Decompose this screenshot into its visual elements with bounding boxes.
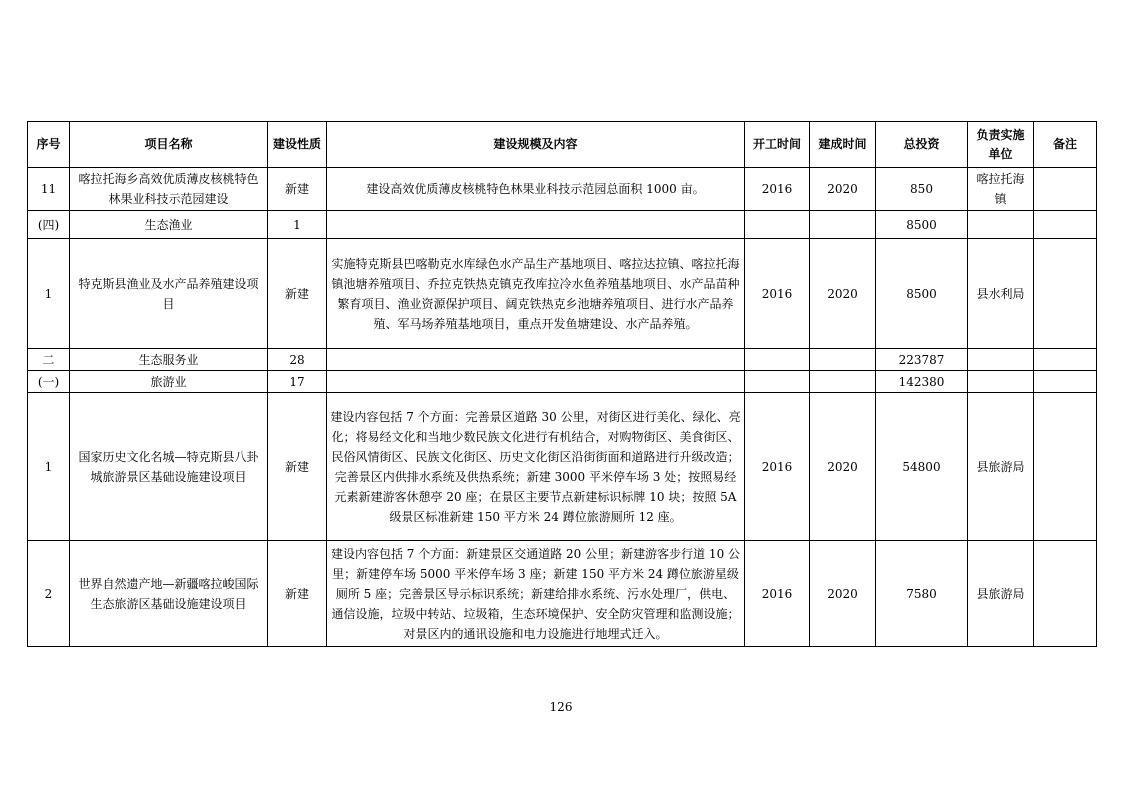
- cell-start: 2016: [745, 393, 810, 541]
- header-content: 建设规模及内容: [327, 122, 745, 168]
- table-row: [28, 541, 1097, 647]
- cell-no: 二: [28, 349, 70, 371]
- cell-end: 2020: [810, 168, 876, 211]
- section-row: [28, 211, 1097, 239]
- cell-investment: 8500: [876, 211, 968, 239]
- cell-end: 2020: [810, 239, 876, 349]
- header-note: 备注: [1034, 122, 1097, 168]
- header-nature: 建设性质: [268, 122, 327, 168]
- cell-name: 特克斯县渔业及水产品养殖建设项目: [70, 239, 268, 349]
- cell-start: [745, 371, 810, 393]
- page-number: 126: [549, 700, 573, 714]
- cell-unit: 喀拉托海镇: [968, 168, 1034, 211]
- cell-unit: [968, 211, 1034, 239]
- cell-content: [327, 349, 745, 371]
- table-row: [28, 239, 1097, 349]
- header-row: [28, 122, 1097, 168]
- cell-content: 建设内容包括 7 个方面：新建景区交通道路 20 公里；新建游客步行道 10 公里；新建停车场 5000 平米停车场 3 座；新建 150 平方米 24 蹲位旅游星级厕所 5 座；完善景区导示标识系统；新建给排水系统、污水处理厂，供电、通信设施，垃圾中转站、垃圾箱，生态环境保护、安全防灾管理和监测设施；对景区内的通讯设施和电力设施进行地埋式迁入。: [327, 541, 745, 647]
- cell-no: (一): [28, 371, 70, 393]
- cell-end: [810, 211, 876, 239]
- cell-unit: 县旅游局: [968, 393, 1034, 541]
- cell-no: 1: [28, 239, 70, 349]
- header-unit: 负责实施单位: [968, 122, 1034, 168]
- cell-content: 建设高效优质薄皮核桃特色林果业科技示范园总面积 1000 亩。: [327, 168, 745, 211]
- cell-start: 2016: [745, 168, 810, 211]
- cell-investment: 8500: [876, 239, 968, 349]
- cell-name: 喀拉托海乡高效优质薄皮核桃特色林果业科技示范园建设: [70, 168, 268, 211]
- cell-nature: 新建: [268, 393, 327, 541]
- cell-no: (四): [28, 211, 70, 239]
- header-start: 开工时间: [745, 122, 810, 168]
- cell-content: 建设内容包括 7 个方面：完善景区道路 30 公里，对街区进行美化、绿化、亮化；将易经文化和当地少数民族文化进行有机结合，对购物街区、美食街区、民俗风情街区、民族文化街区、历史文化街区沿街街面和道路进行升级改造；完善景区内供排水系统及供热系统；新建 3000 平米停车场 3 处；按照易经元素新建游客休憩亭 20 座；在景区主要节点新建标识标牌 10 块；按照 5A 级景区标准新建 150 平方米 24 蹲位旅游厕所 12 座。: [327, 393, 745, 541]
- project-table: [27, 121, 1097, 647]
- cell-start: 2016: [745, 239, 810, 349]
- cell-note: [1034, 371, 1097, 393]
- cell-nature: 新建: [268, 239, 327, 349]
- cell-nature: 28: [268, 349, 327, 371]
- table-row: [28, 168, 1097, 211]
- cell-content: [327, 211, 745, 239]
- cell-note: [1034, 168, 1097, 211]
- cell-investment: 7580: [876, 541, 968, 647]
- cell-investment: 142380: [876, 371, 968, 393]
- cell-name: 旅游业: [70, 371, 268, 393]
- cell-no: 2: [28, 541, 70, 647]
- cell-content: [327, 371, 745, 393]
- cell-investment: 54800: [876, 393, 968, 541]
- cell-note: [1034, 393, 1097, 541]
- cell-end: [810, 349, 876, 371]
- cell-nature: 新建: [268, 168, 327, 211]
- cell-end: [810, 371, 876, 393]
- cell-start: [745, 211, 810, 239]
- subcategory-row: [28, 371, 1097, 393]
- cell-unit: [968, 349, 1034, 371]
- cell-note: [1034, 211, 1097, 239]
- cell-investment: 223787: [876, 349, 968, 371]
- header-end: 建成时间: [810, 122, 876, 168]
- header-investment: 总投资: [876, 122, 968, 168]
- cell-no: 1: [28, 393, 70, 541]
- table-row: [28, 393, 1097, 541]
- cell-unit: 县水利局: [968, 239, 1034, 349]
- cell-nature: 17: [268, 371, 327, 393]
- cell-name: 生态渔业: [70, 211, 268, 239]
- cell-end: 2020: [810, 541, 876, 647]
- header-name: 项目名称: [70, 122, 268, 168]
- cell-nature: 1: [268, 211, 327, 239]
- cell-nature: 新建: [268, 541, 327, 647]
- cell-name: 生态服务业: [70, 349, 268, 371]
- cell-note: [1034, 239, 1097, 349]
- category-row: [28, 349, 1097, 371]
- cell-no: 11: [28, 168, 70, 211]
- cell-start: [745, 349, 810, 371]
- cell-unit: [968, 371, 1034, 393]
- header-no: 序号: [28, 122, 70, 168]
- cell-name: 世界自然遗产地—新疆喀拉峻国际生态旅游区基础设施建设项目: [70, 541, 268, 647]
- cell-investment: 850: [876, 168, 968, 211]
- cell-end: 2020: [810, 393, 876, 541]
- cell-name: 国家历史文化名城—特克斯县八卦城旅游景区基础设施建设项目: [70, 393, 268, 541]
- cell-unit: 县旅游局: [968, 541, 1034, 647]
- cell-content: 实施特克斯县巴喀勒克水库绿色水产品生产基地项目、喀拉达拉镇、喀拉托海镇池塘养殖项目、乔拉克铁热克镇克孜库拉冷水鱼养殖基地项目、水产品苗种繁育项目、渔业资源保护项目、阔克铁热克乡池塘养殖项目、进行水产品养殖、军马场养殖基地项目，重点开发鱼塘建设、水产品养殖。: [327, 239, 745, 349]
- cell-note: [1034, 541, 1097, 647]
- cell-note: [1034, 349, 1097, 371]
- cell-start: 2016: [745, 541, 810, 647]
